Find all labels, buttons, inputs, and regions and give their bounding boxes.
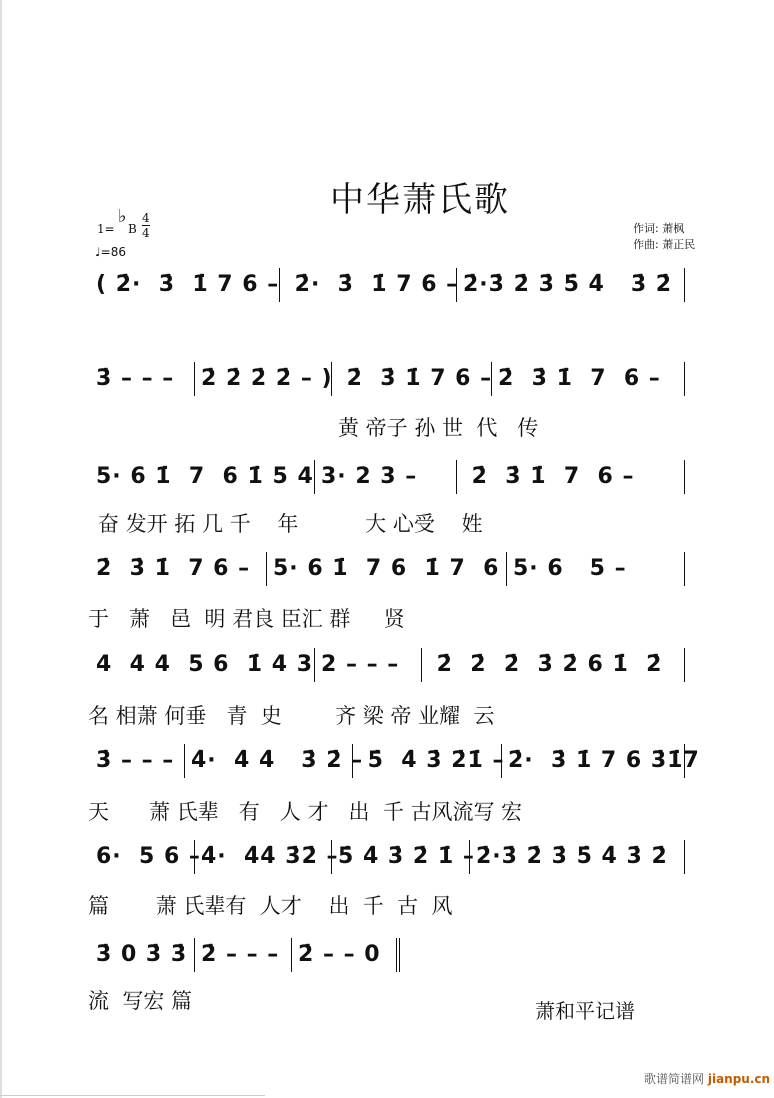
measure: 2 – – – bbox=[315, 648, 422, 682]
measure: 5̇ 4̇ 3̇ 2̇ 1̇ – bbox=[332, 840, 470, 874]
time-signature bbox=[142, 211, 150, 240]
measure: 5· 6 1̇ 7 6 1̇ 7 6 bbox=[267, 552, 507, 586]
song-title: 中华萧氏歌 bbox=[330, 180, 510, 220]
measure: 2̇·3̇ 2̇ 3̇ 5̇ 4̇ 3̇ 2̇ bbox=[470, 840, 685, 874]
lyrics-line-8: 流 写宏 篇 bbox=[88, 989, 193, 1013]
measure: 2̇ 2̇ 2̇ 3̇ 2̇ 6 1̇ 2̇ bbox=[422, 648, 685, 682]
composer: 作曲: 萧正民 bbox=[633, 238, 696, 251]
lyrics-line-3: 奋 发开 拓 几 千 年 大 心受 姓 bbox=[98, 512, 483, 536]
measure: 2̇ 3̇ 1̇ 7 6 – bbox=[90, 552, 267, 586]
score-line-7 bbox=[90, 840, 685, 874]
measure: 2̇ – – – bbox=[195, 938, 292, 972]
lyrics-line-6: 天 萧 氏辈 有 人 才 出 千 古风流写 宏 bbox=[88, 800, 523, 824]
score-line-5 bbox=[90, 648, 685, 682]
measure: 5· 6 1̇ 7 6 1̇ 5 4 bbox=[90, 460, 315, 494]
measure: ( 2̇· 3̇ 1̇ 7 6 – bbox=[90, 268, 280, 302]
measure: 2̇· 3̇ 1̇ 7 6 – bbox=[280, 268, 457, 302]
score-line-2 bbox=[90, 362, 685, 396]
measure: 3̇ – – – bbox=[90, 362, 195, 396]
score-line-4 bbox=[90, 552, 685, 586]
score-line-1 bbox=[90, 268, 685, 302]
watermark-domain: jianpu.cn bbox=[707, 1072, 771, 1086]
measure: 3· 2 3 – bbox=[315, 460, 457, 494]
key-note: B bbox=[128, 222, 137, 236]
measure: 5̇ 4̇ 3̇ 2̇1̇ – bbox=[353, 744, 502, 778]
score-line-8 bbox=[90, 938, 400, 972]
measure: 2̇ 2̇ 2̇ 2̇ – ) bbox=[195, 362, 332, 396]
watermark-site: 歌谱简谱网 bbox=[644, 1072, 705, 1086]
time-bottom: 4 bbox=[142, 226, 150, 240]
flat-sign: ♭ bbox=[118, 206, 127, 227]
measure: 2̇ 3̇ 1̇ 7 6 – bbox=[492, 362, 685, 396]
bottom-rule bbox=[0, 1095, 265, 1096]
measure: 4̇· 4̇ 4̇ 3̇ 2̇ – bbox=[185, 744, 353, 778]
measure: 3̇ 0 3̇ 3̇ bbox=[90, 938, 195, 972]
measure: 2̇·3̇ 2̇ 3̇ 5̇ 4̇ 3̇ 2̇ bbox=[457, 268, 685, 302]
page-edge bbox=[0, 0, 2, 1098]
tempo-mark: ♩=86 bbox=[95, 245, 126, 259]
lyrics-line-2: 黄 帝子 孙 世 代 传 bbox=[338, 416, 539, 440]
lyrics-line-5: 名 相萧 何垂 青 史 齐 梁 帝 业耀 云 bbox=[88, 704, 495, 728]
watermark bbox=[644, 1070, 770, 1087]
key-prefix: 1= bbox=[97, 222, 115, 236]
measure: 2̇ 3̇ 1̇ 7 6 – bbox=[332, 362, 492, 396]
measure-final: 2̇ – – 0 bbox=[292, 938, 400, 972]
measure: 2̇· 3̇ 1̇ 7 6 3̇1̇7 bbox=[502, 744, 685, 778]
score-line-6 bbox=[90, 744, 700, 778]
measure: 2̇ 3̇ 1̇ 7 6 – bbox=[457, 460, 685, 494]
lyricist: 作词: 萧枫 bbox=[633, 222, 685, 235]
measure: 5· 6 5 – bbox=[507, 552, 685, 586]
measure: 6· 5 6 – bbox=[90, 840, 195, 874]
measure: 4̇· 4̇4̇ 3̇2̇ – bbox=[195, 840, 332, 874]
credits bbox=[633, 221, 695, 253]
measure: 3̇ – – – bbox=[90, 744, 185, 778]
lyrics-line-4: 于 萧 邑 明 君良 臣汇 群 贤 bbox=[88, 607, 405, 631]
score-line-3 bbox=[90, 460, 685, 494]
time-top: 4 bbox=[142, 211, 150, 225]
measure: 4 4 4 5 6 1̇ 4 3 bbox=[90, 648, 315, 682]
lyrics-line-7: 篇 萧 氏辈有 人才 出 千 古 风 bbox=[88, 894, 453, 918]
transcriber-credit: 萧和平记谱 bbox=[535, 999, 635, 1023]
